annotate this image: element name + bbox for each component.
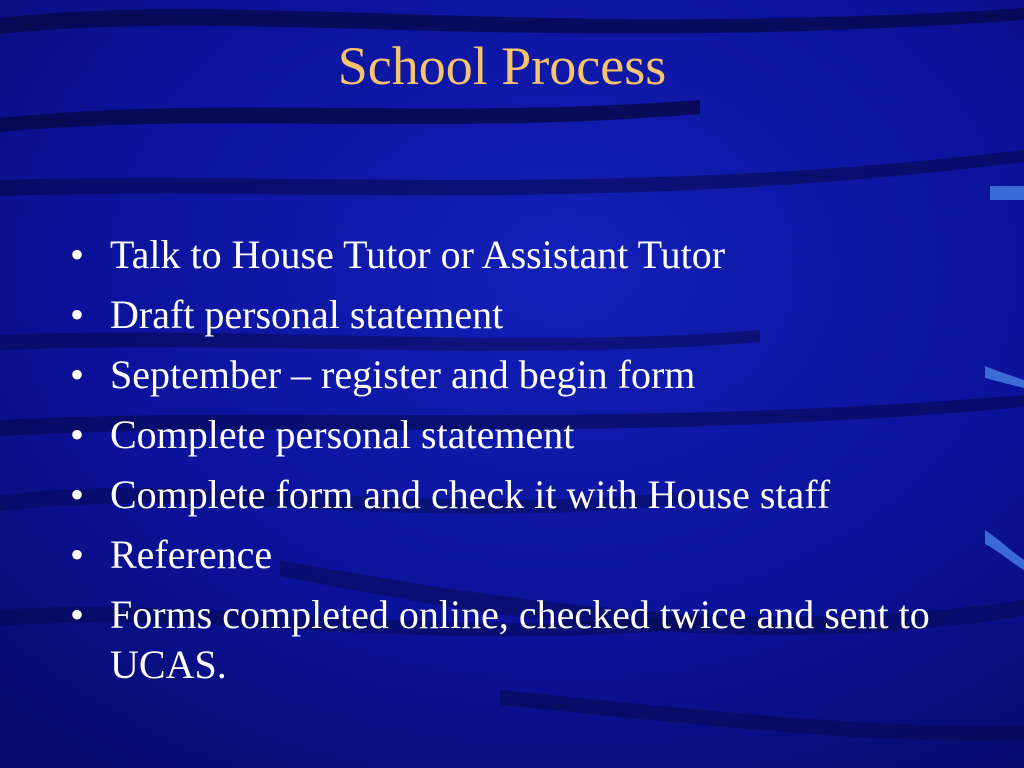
- bullet-item: [70, 410, 950, 460]
- bullet-list: [70, 230, 950, 700]
- bullet-text: September – register and begin form: [110, 352, 696, 397]
- bullet-item: [70, 230, 950, 280]
- bullet-text: Complete personal statement: [110, 412, 575, 457]
- bullet-text: Draft personal statement: [110, 292, 504, 337]
- bullet-dot-icon: •: [70, 292, 85, 337]
- bullet-item: [70, 470, 950, 520]
- slide-title: School Process: [337, 36, 667, 96]
- bullet-dot-icon: •: [70, 352, 85, 397]
- bullet-item: [70, 590, 950, 690]
- bullet-dot-icon: •: [70, 592, 85, 637]
- bullet-item: [70, 530, 950, 580]
- bullet-dot-icon: •: [70, 232, 85, 277]
- bullet-text: Talk to House Tutor or Assistant Tutor: [110, 232, 726, 277]
- bullet-text: Reference: [110, 532, 273, 577]
- bullet-item: [70, 290, 950, 340]
- bullet-text: Complete form and check it with House staff: [110, 472, 831, 517]
- right-accent-stripe: [990, 186, 1024, 200]
- bullet-dot-icon: •: [70, 412, 85, 457]
- bullet-dot-icon: •: [70, 532, 85, 577]
- bullet-dot-icon: •: [70, 472, 85, 517]
- bullet-text: Forms completed online, checked twice and sent to UCAS.: [110, 592, 930, 687]
- bullet-item: [70, 350, 950, 400]
